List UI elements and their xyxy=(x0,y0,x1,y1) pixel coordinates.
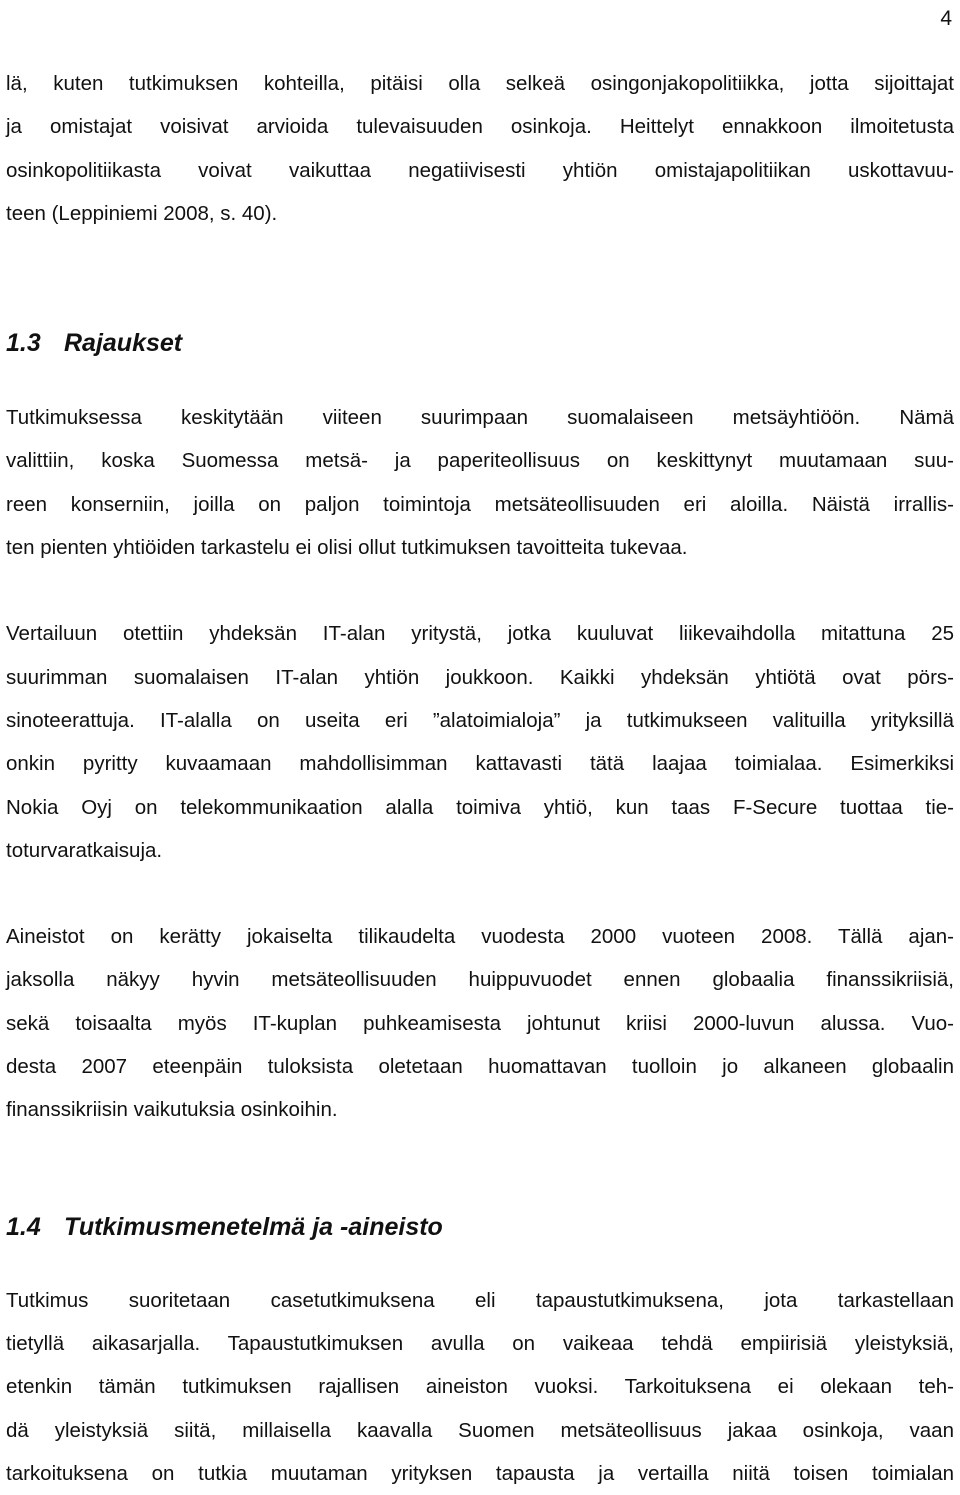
text-line: Vertailuun otettiin yhdeksän IT-alan yritystä, jotka kuuluvat liikevaihdolla mitattuna 25 xyxy=(6,622,954,646)
section-heading-1-3 xyxy=(6,328,954,358)
text-line: sekä toisaalta myös IT-kuplan puhkeamisesta johtunut kriisi 2000-luvun alussa. Vuo- xyxy=(6,1011,954,1035)
text-line: ja omistajat voisivat arvioida tulevaisuuden osinkoja. Heittelyt ennakkoon ilmoitetusta xyxy=(6,115,954,139)
text-line: Nokia Oyj on telekommunikaation alalla toimiva yhtiö, kun taas F-Secure tuottaa tie- xyxy=(6,795,954,819)
text-line: suurimman suomalaisen IT-alan yhtiön joukkoon. Kaikki yhdeksän yhtiötä ovat pörs- xyxy=(6,665,954,689)
section-1-3-paragraph-2 xyxy=(6,612,954,872)
text-line: toturvaratkaisuja. xyxy=(6,838,163,862)
section-number: 1.3 xyxy=(6,329,41,358)
text-line: lä, kuten tutkimuksen kohteilla, pitäisi olla selkeä osingonjakopolitiikka, jotta sijoittajat xyxy=(6,72,954,95)
text-line: finanssikriisin vaikutuksia osinkoihin. xyxy=(6,1098,338,1122)
text-line: Tutkimus suoritetaan casetutkimuksena eli tapaustutkimuksena, jota tarkastellaan xyxy=(6,1288,954,1312)
text-line: desta 2007 eteenpäin tuloksista oletetaan huomattavan tuolloin jo alkaneen globaalin xyxy=(6,1055,954,1079)
text-line: jaksolla näkyy hyvin metsäteollisuuden huippuvuodet ennen globaalia finanssikriisiä, xyxy=(6,968,954,992)
text-line: onkin pyritty kuvaamaan mahdollisimman kattavasti tätä laajaa toimialaa. Esimerkiksi xyxy=(6,752,954,776)
text-line: Tutkimuksessa keskitytään viiteen suurimpaan suomalaiseen metsäyhtiöön. Nämä xyxy=(6,406,954,430)
text-line: etenkin tämän tutkimuksen rajallisen aineiston vuoksi. Tarkoituksena ei olekaan teh- xyxy=(6,1375,954,1399)
section-title: Tutkimusmenetelmä ja -aineisto xyxy=(64,1212,443,1241)
section-1-3-paragraph-3 xyxy=(6,915,954,1131)
page-number: 4 xyxy=(940,7,952,30)
section-number: 1.4 xyxy=(6,1212,41,1241)
section-title: Rajaukset xyxy=(64,329,183,358)
text-line: osinkopolitiikasta voivat vaikuttaa negatiivisesti yhtiön omistajapolitiikan uskottavuu- xyxy=(6,158,954,182)
section-1-4-paragraph-1 xyxy=(6,1279,954,1495)
text-line: ten pienten yhtiöiden tarkastelu ei olisi ollut tutkimuksen tavoitteita tukevaa. xyxy=(6,536,688,560)
section-1-3-paragraph-1 xyxy=(6,396,954,569)
text-line: reen konserniin, joilla on paljon toimintoja metsäteollisuuden eri aloilla. Näistä irrallis- xyxy=(6,492,954,516)
text-line: teen (Leppiniemi 2008, s. 40). xyxy=(6,201,278,225)
text-line: tarkoituksena on tutkia muutaman yrityksen tapausta ja vertailla niitä toisen toimialan xyxy=(6,1461,954,1485)
document-body xyxy=(6,62,954,1495)
text-line: tietyllä aikasarjalla. Tapaustutkimuksen avulla on vaikeaa tehdä empiirisiä yleistyksiä, xyxy=(6,1331,954,1355)
text-line: sinoteerattuja. IT-alalla on useita eri ”alatoimialoja” ja tutkimukseen valituilla yrityksillä xyxy=(6,708,954,732)
intro-paragraph xyxy=(6,62,954,235)
section-heading-1-4 xyxy=(6,1212,954,1242)
text-line: valittiin, koska Suomessa metsä- ja paperiteollisuus on keskittynyt muutamaan suu- xyxy=(6,449,954,473)
text-line: dä yleistyksiä siitä, millaisella kaavalla Suomen metsäteollisuus jakaa osinkoja, vaan xyxy=(6,1418,954,1442)
text-line: Aineistot on kerätty jokaiselta tilikaudelta vuodesta 2000 vuoteen 2008. Tällä ajan- xyxy=(6,925,954,949)
